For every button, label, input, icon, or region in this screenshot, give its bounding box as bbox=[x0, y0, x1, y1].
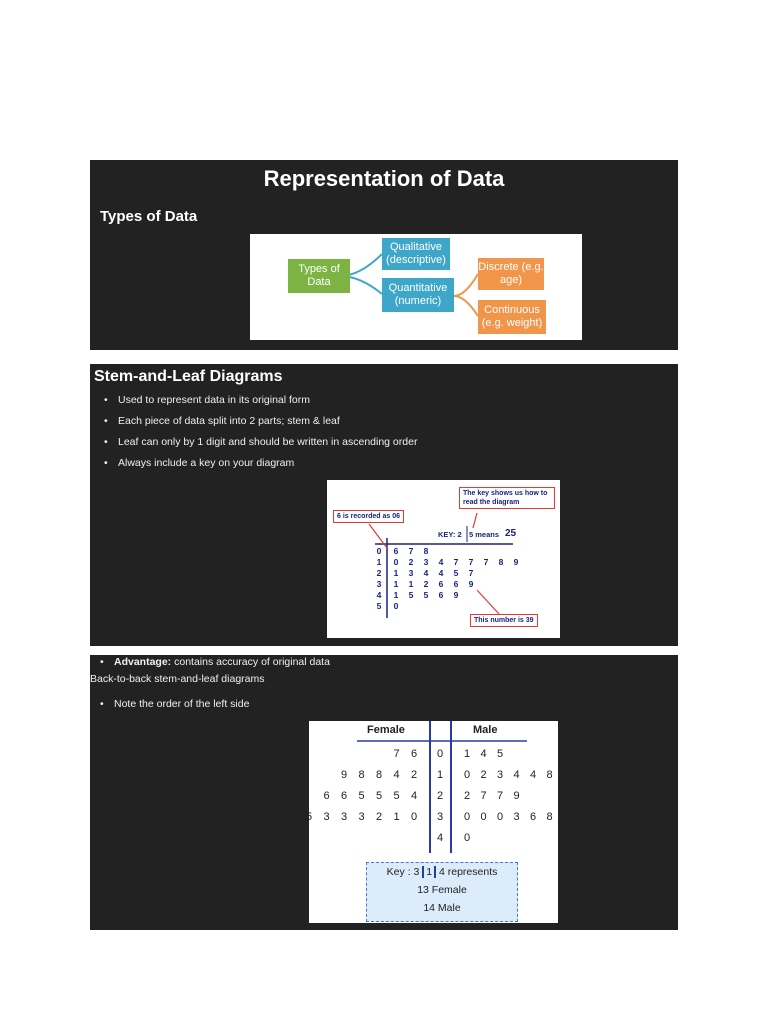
bullet-item bbox=[90, 652, 330, 673]
male-leaf: 0 bbox=[496, 811, 504, 823]
female-label: Female bbox=[367, 724, 405, 736]
key-prefix: Key : 3 bbox=[386, 866, 420, 878]
qualitative-box: Qualitative (descriptive) bbox=[382, 238, 450, 270]
male-leaf: 5 bbox=[496, 748, 504, 760]
male-leaf: 3 bbox=[496, 769, 504, 781]
stem-value: 3 bbox=[376, 579, 382, 589]
male-leaf: 2 bbox=[480, 769, 487, 781]
stem-value: 5 bbox=[376, 601, 382, 611]
male-leaf: 4 bbox=[529, 769, 537, 781]
leaf-value: 1 bbox=[393, 590, 399, 600]
leaf-value: 4 bbox=[438, 557, 444, 567]
male-leaf: 3 bbox=[513, 811, 520, 823]
leaf-value: 7 bbox=[483, 557, 489, 567]
leaf-value: 7 bbox=[453, 557, 459, 567]
bullet-item: • Note the order of the left side bbox=[90, 694, 249, 715]
stem-value: 4 bbox=[376, 590, 382, 600]
male-leaf: 2 bbox=[463, 790, 471, 802]
female-leaf: 5 bbox=[375, 790, 383, 802]
bullet-list bbox=[94, 390, 417, 474]
male-leaf: 0 bbox=[463, 832, 471, 844]
leaf-value: 3 bbox=[408, 568, 414, 578]
discrete-box: Discrete (e.g. age) bbox=[478, 258, 544, 290]
key-label: KEY: 2 bbox=[438, 530, 462, 539]
leaf-value: 6 bbox=[453, 579, 459, 589]
bullet-item: • Used to represent data in its original form bbox=[94, 390, 417, 411]
leaf-value: 1 bbox=[393, 568, 399, 578]
stem-value: 1 bbox=[376, 557, 382, 567]
stem-value: 2 bbox=[436, 790, 444, 802]
male-leaf: 0 bbox=[480, 811, 487, 823]
female-leaf: 0 bbox=[410, 811, 418, 823]
slide-title: Representation of Data bbox=[263, 166, 505, 191]
stem-value: 4 bbox=[436, 832, 444, 844]
male-leaf: 7 bbox=[480, 790, 487, 802]
types-of-data-diagram bbox=[250, 234, 582, 340]
female-leaf: 3 bbox=[323, 811, 330, 823]
advantage-label: Advantage: bbox=[114, 656, 172, 668]
male-leaf: 1 bbox=[463, 748, 471, 760]
female-leaf: 4 bbox=[410, 790, 418, 802]
female-leaf: 2 bbox=[375, 811, 383, 823]
leaf-value: 3 bbox=[423, 557, 429, 567]
female-leaf: 3 bbox=[340, 811, 348, 823]
slide-back-to-back bbox=[90, 655, 678, 930]
key-stem: 1 bbox=[422, 866, 436, 878]
female-leaf: 5 bbox=[305, 811, 313, 823]
stem-value: 0 bbox=[436, 748, 444, 760]
female-leaf: 4 bbox=[393, 769, 400, 781]
female-leaf: 8 bbox=[375, 769, 383, 781]
leaf-value: 1 bbox=[408, 579, 414, 589]
female-leaf: 6 bbox=[323, 790, 330, 802]
male-label: Male bbox=[473, 724, 498, 736]
callout-number: This number is 39 bbox=[470, 614, 538, 627]
types-of-data-box: Types of Data bbox=[288, 259, 350, 293]
advantage-text: contains accuracy of original data bbox=[171, 656, 330, 668]
leaf-value: 1 bbox=[393, 579, 399, 589]
male-leaf: 9 bbox=[513, 790, 520, 802]
bullet-item: • Each piece of data split into 2 parts; stem & leaf bbox=[94, 411, 417, 432]
female-leaf: 1 bbox=[393, 811, 400, 823]
male-leaf: 8 bbox=[546, 811, 553, 823]
section-heading: Back-to-back stem-and-leaf diagrams bbox=[90, 673, 265, 685]
section-heading: Types of Data bbox=[100, 208, 198, 225]
leaf-value: 4 bbox=[438, 568, 444, 578]
leaf-value: 2 bbox=[408, 557, 414, 567]
male-leaf: 0 bbox=[463, 769, 471, 781]
leaf-value: 6 bbox=[393, 546, 399, 556]
key-suffix: 4 represents bbox=[439, 866, 498, 878]
leaf-value: 9 bbox=[468, 579, 474, 589]
leaf-value: 7 bbox=[468, 568, 474, 578]
male-leaf: 0 bbox=[463, 811, 471, 823]
slide-stem-and-leaf bbox=[90, 364, 678, 646]
leaf-value: 6 bbox=[438, 590, 444, 600]
leaf-value: 7 bbox=[468, 557, 474, 567]
leaf-value: 9 bbox=[513, 557, 519, 567]
leaf-value: 7 bbox=[408, 546, 414, 556]
callout-recorded: 6 is recorded as 06 bbox=[333, 510, 404, 523]
callout-key: The key shows us how to read the diagram bbox=[459, 487, 555, 509]
female-leaf: 3 bbox=[358, 811, 365, 823]
male-leaf: 4 bbox=[480, 748, 487, 760]
leaf-value: 5 bbox=[423, 590, 429, 600]
leaf-value: 2 bbox=[423, 579, 429, 589]
leaf-value: 0 bbox=[393, 601, 399, 611]
key-line-3: 14 Male bbox=[423, 902, 461, 914]
leaf-value: 8 bbox=[423, 546, 429, 556]
leaf-value: 0 bbox=[393, 557, 399, 567]
female-leaf: 2 bbox=[410, 769, 418, 781]
female-leaf: 9 bbox=[340, 769, 348, 781]
quantitative-box: Quantitative (numeric) bbox=[382, 278, 454, 312]
male-leaf: 6 bbox=[529, 811, 537, 823]
slide-types-of-data bbox=[90, 160, 678, 350]
key-line-1 bbox=[367, 863, 517, 881]
leaf-value: 4 bbox=[423, 568, 429, 578]
key-means: 5 means bbox=[469, 530, 500, 539]
leaf-value: 5 bbox=[453, 568, 459, 578]
stem-value: 3 bbox=[436, 811, 444, 823]
stem-value: 1 bbox=[436, 769, 444, 781]
back-to-back-figure bbox=[305, 721, 558, 923]
female-leaf: 6 bbox=[410, 748, 418, 760]
female-leaf: 7 bbox=[393, 748, 400, 760]
stem-leaf-figure bbox=[327, 480, 560, 638]
male-leaf: 8 bbox=[546, 769, 553, 781]
key-line-2: 13 Female bbox=[417, 884, 467, 896]
note-list bbox=[90, 694, 249, 715]
bullet-item: • Leaf can only by 1 digit and should be written in ascending order bbox=[94, 432, 417, 453]
slide-title: Stem-and-Leaf Diagrams bbox=[94, 368, 283, 385]
key-box bbox=[366, 862, 518, 922]
leaf-value: 6 bbox=[438, 579, 444, 589]
female-leaf: 5 bbox=[393, 790, 400, 802]
key-value: 25 bbox=[505, 528, 517, 539]
female-leaf: 5 bbox=[358, 790, 365, 802]
leaf-value: 9 bbox=[453, 590, 459, 600]
female-leaf: 6 bbox=[340, 790, 348, 802]
leaf-value: 8 bbox=[498, 557, 504, 567]
male-leaf: 4 bbox=[513, 769, 520, 781]
advantage-list bbox=[90, 652, 330, 673]
stem-value: 0 bbox=[376, 546, 382, 556]
female-leaf: 8 bbox=[358, 769, 365, 781]
bullet-item: • Always include a key on your diagram bbox=[94, 453, 417, 474]
continuous-box: Continuous (e.g. weight) bbox=[478, 300, 546, 334]
stem-value: 2 bbox=[376, 568, 382, 578]
male-leaf: 7 bbox=[496, 790, 504, 802]
leaf-value: 5 bbox=[408, 590, 414, 600]
